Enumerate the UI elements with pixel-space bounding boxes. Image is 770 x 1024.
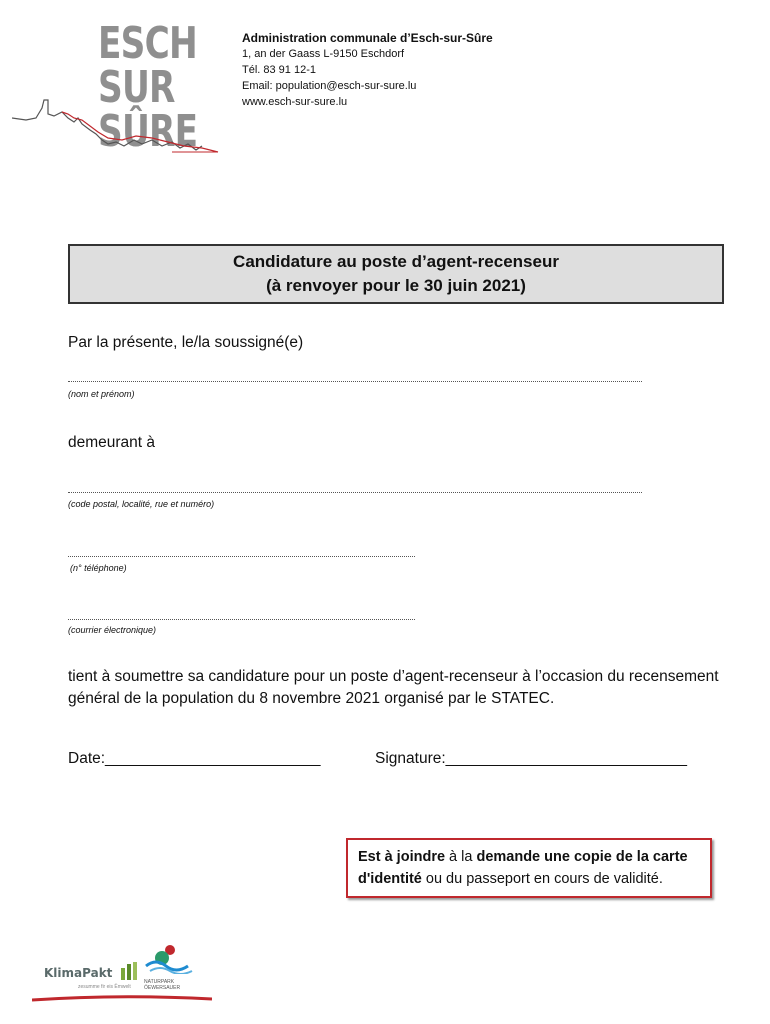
skyline-icon — [12, 14, 222, 156]
statement-line-2: général de la population du 8 novembre 2021 organisé par le STATEC. — [68, 690, 555, 707]
klimapakt-text: KlimaPakt — [44, 966, 113, 980]
footer-red-swoosh — [32, 994, 212, 1004]
title-line-1: Candidature au poste d’agent-recenseur — [233, 252, 559, 271]
address-hint: (code postal, localité, rue et numéro) — [68, 499, 215, 509]
phone-hint: (n° téléphone) — [70, 563, 127, 573]
intro-text: Par la présente, le/la soussigné(e) — [68, 334, 304, 351]
name-hint: (nom et prénom) — [68, 389, 135, 399]
logo-line-3: SÛRE — [98, 106, 198, 157]
notice-part-2: à la — [445, 849, 477, 865]
signature-field[interactable]: Signature:____________________________ — [375, 750, 688, 767]
name-field[interactable] — [68, 381, 642, 382]
address-field[interactable] — [68, 492, 642, 493]
statement-text — [68, 666, 719, 710]
notice-part-1: Est à joindre — [358, 849, 446, 865]
email-hint: (courrier électronique) — [68, 625, 157, 635]
naturpark-logo — [144, 944, 196, 991]
email-field[interactable] — [68, 619, 415, 620]
klimapakt-subtitle: zesumme fir eis Ëmwelt — [78, 984, 131, 990]
notice-part-4: ou du passeport en cours de validité. — [421, 871, 663, 887]
attachment-notice — [346, 838, 712, 898]
organization-name: Administration communale d’Esch-sur-Sûre — [242, 31, 493, 45]
naturpark-line-1: NATURPARK — [144, 979, 175, 985]
notice-part-3: demande une copie de la carte d'identité — [358, 849, 688, 887]
phone-field[interactable] — [68, 556, 415, 557]
statement-line-1: tient à soumettre sa candidature pour un poste d’agent-recenseur à l’occasion du recensement — [68, 668, 719, 685]
naturpark-line-2: ÖEWERSAUER — [144, 985, 181, 991]
naturpark-emblem-icon — [144, 944, 194, 974]
residing-label: demeurant à — [68, 434, 156, 451]
date-field[interactable]: Date:_________________________ — [68, 750, 321, 767]
website-line: www.esch-sur-sure.lu — [242, 96, 348, 108]
klimapakt-logo — [44, 962, 141, 990]
klimapakt-bars-icon — [121, 962, 141, 980]
commune-logo — [12, 14, 222, 156]
header-address-block — [242, 30, 493, 110]
logo-line-2: SUR — [98, 62, 175, 113]
title-line-2: (à renvoyer pour le 30 juin 2021) — [266, 276, 526, 295]
document-title-box — [68, 244, 724, 304]
phone-line: Tél. 83 91 12-1 — [242, 64, 316, 76]
logo-line-1: ESCH — [98, 18, 197, 69]
address-line: 1, an der Gaass L-9150 Eschdorf — [242, 48, 405, 60]
email-line: Email: population@esch-sur-sure.lu — [242, 80, 417, 92]
